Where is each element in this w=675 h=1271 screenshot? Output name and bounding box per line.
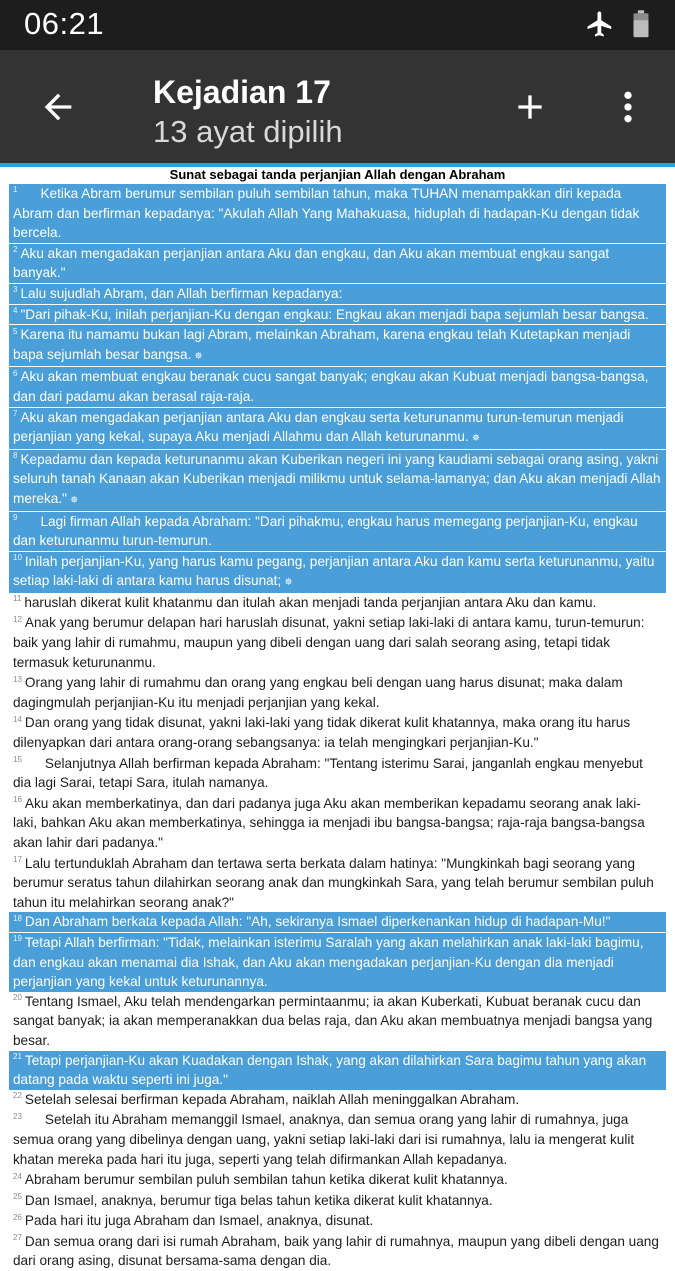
verse-2[interactable] — [9, 244, 666, 283]
verse-number: 7 — [13, 409, 18, 418]
verse-1[interactable] — [9, 184, 666, 243]
app-bar — [0, 50, 675, 163]
verse-text: Dan Abraham berkata kepada Allah: "Ah, sekiranya Ismael diperkenankan hidup di hadapan-Mu!" — [24, 914, 611, 930]
status-bar — [0, 0, 675, 50]
more-options-button[interactable] — [604, 85, 652, 133]
verse-number: 2 — [13, 245, 18, 255]
verse-24[interactable] — [9, 1170, 666, 1190]
verse-text: Selanjutnya Allah berfirman kepada Abraham: "Tentang isterimu Sarai, janganlah engkau menyebut dia lagi Sarai, tetapi Sara, itulah namanya. — [13, 755, 643, 791]
verse-number: 8 — [13, 451, 18, 461]
verse-number: 21 — [13, 1052, 22, 1061]
verse-15[interactable] — [9, 754, 666, 793]
verse-number: 14 — [13, 714, 22, 724]
verse-number: 20 — [13, 993, 22, 1003]
verse-number: 6 — [13, 368, 18, 378]
verse-number: 15 — [13, 755, 22, 765]
verse-text: Tentang Ismael, Aku telah mendengarkan permintaanmu; ia akan Kuberkati, Kubuat beranak cucu dan sangat banyak; ia akan memperanakkan dua belas raja, dan Aku akan membuatnya menjadi bangsa yang besar. — [13, 993, 653, 1048]
verse-number: 24 — [13, 1171, 22, 1181]
verse-4[interactable] — [9, 305, 666, 325]
verse-19[interactable] — [9, 933, 666, 992]
back-arrow-icon — [38, 87, 78, 132]
verse-17[interactable] — [9, 854, 666, 913]
page-title: Kejadian 17 — [153, 74, 331, 110]
verse-5[interactable] — [9, 325, 666, 366]
verse-text: Orang yang lahir di rumahmu dan orang yang engkau beli dengan uang harus disunat; maka dalam dagingmulah perjanjian-Ku itu menjadi perjanjian yang kekal. — [13, 675, 623, 710]
verse-25[interactable] — [9, 1191, 666, 1211]
more-vert-icon — [608, 87, 648, 132]
verse-text: Aku akan mengadakan perjanjian antara Aku dan engkau, dan Aku akan membuat engkau sangat banyak." — [13, 245, 610, 281]
verse-number: 5 — [13, 326, 18, 336]
verse-number: 18 — [13, 913, 22, 923]
verse-number: 26 — [13, 1212, 22, 1222]
verse-number: 23 — [13, 1111, 22, 1121]
verse-text: Setelah selesai berfirman kepada Abraham, naiklah Allah meninggalkan Abraham. — [24, 1091, 520, 1107]
verse-text: Ketika Abram berumur sembilan puluh sembilan tahun, maka TUHAN menampakkan diri kepada Abram dan berfirman kepadanya: "Akulah Allah Yang Mahakuasa, hiduplah di hadapan-Ku dengan tidak bercela. — [13, 186, 640, 241]
verse-11[interactable] — [9, 593, 666, 613]
status-time: 06:21 — [24, 6, 105, 41]
verse-number: 9 — [13, 512, 18, 522]
verse-8[interactable] — [9, 450, 666, 511]
selection-count: 13 ayat dipilih — [153, 114, 343, 149]
verse-3[interactable] — [9, 284, 666, 304]
verse-text: Aku akan mengadakan perjanjian antara Aku dan engkau serta keturunanmu turun-temurun menjadi perjanjian yang kekal, supaya Aku menjadi Allahmu dan Allah keturunanmu. — [13, 409, 624, 445]
verse-21[interactable] — [9, 1051, 666, 1090]
verse-number: 10 — [13, 553, 22, 563]
verse-text: Kepadamu dan kepada keturunanmu akan Kuberikan negeri ini yang kaudiami sebagai orang asing, yakni seluruh tanah Kanaan akan Kuberikan menjadi milikmu untuk selama-lamanya; dan Aku akan menjadi Allah mereka." — [13, 451, 661, 506]
add-icon — [510, 87, 550, 132]
cross-reference-icon[interactable]: ✵ — [194, 350, 203, 362]
verse-text: Aku akan membuat engkau beranak cucu sangat banyak; engkau akan Kubuat menjadi bangsa-bangsa, dan dari padamu akan berasal raja-raja. — [13, 369, 649, 404]
verse-number: 17 — [13, 855, 22, 865]
verse-14[interactable] — [9, 713, 666, 752]
verse-27[interactable] — [9, 1232, 666, 1271]
verse-text: Abraham berumur sembilan puluh sembilan tahun ketika dikerat kulit khatannya. — [24, 1172, 508, 1188]
verse-text: Karena itu namamu bukan lagi Abram, melainkan Abraham, karena engkau telah Kutetapkan menjadi bapa sejumlah besar bangsa. — [13, 327, 631, 362]
verse-7[interactable] — [9, 408, 666, 449]
verse-text: haruslah dikerat kulit khatanmu dan itulah akan menjadi tanda perjanjian antara Aku dan kamu. — [24, 594, 597, 610]
verse-number: 25 — [13, 1192, 22, 1202]
verse-number: 13 — [13, 674, 22, 684]
verse-6[interactable] — [9, 367, 666, 406]
cross-reference-icon[interactable]: ✵ — [69, 494, 79, 506]
add-button[interactable] — [506, 85, 554, 133]
verse-number: 1 — [13, 185, 18, 195]
verse-number: 16 — [13, 795, 22, 805]
verse-13[interactable] — [9, 673, 666, 712]
verse-20[interactable] — [9, 992, 666, 1051]
verse-10[interactable] — [9, 552, 666, 593]
verse-number: 27 — [13, 1233, 22, 1243]
battery-icon — [631, 9, 651, 44]
verse-text: Lagi firman Allah kepada Abraham: "Dari pihakmu, engkau harus memegang perjanjian-Ku, engkau dan keturunanmu turun-temurun. — [13, 513, 638, 549]
verse-list — [0, 184, 675, 1271]
verse-16[interactable] — [9, 794, 666, 853]
verse-number: 11 — [13, 594, 22, 604]
verse-9[interactable] — [9, 512, 666, 551]
verse-text: Anak yang berumur delapan hari haruslah disunat, yakni setiap laki-laki di antara kamu, turun-temurun: baik yang lahir di rumahmu, maupun yang dibeli dengan uang dari salah seorang asing, tetapi tidak termasuk keturunanmu. — [13, 615, 645, 670]
verse-number: 12 — [13, 614, 22, 624]
verse-23[interactable] — [9, 1110, 666, 1169]
airplane-icon — [585, 9, 615, 44]
verse-text: Tetapi Allah berfirman: "Tidak, melainkan isterimu Saralah yang akan melahirkan anak laki-laki bagimu, dan engkau akan menamai dia Ishak, dan Aku akan mengadakan perjanjian-Ku dengan dia menjadi perjanjian yang kekal untuk keturunannya. — [13, 934, 644, 990]
verse-number: 19 — [13, 934, 22, 944]
section-heading: Sunat sebagai tanda perjanjian Allah dengan Abraham — [169, 167, 506, 182]
verse-text: Setelah itu Abraham memanggil Ismael, anaknya, dan semua orang yang lahir di rumahnya, juga semua orang yang dibelinya dengan uang, yakni setiap laki-laki dari isi rumahnya, lalu ia mengerat kulit khatan mereka pada hari itu juga, seperti yang telah difirmankan Allah kepadanya. — [13, 1112, 635, 1167]
cross-reference-icon[interactable]: ✵ — [471, 433, 481, 445]
cross-reference-icon[interactable]: ✵ — [284, 577, 293, 589]
verse-26[interactable] — [9, 1211, 666, 1231]
status-icons — [585, 9, 651, 44]
verse-22[interactable] — [9, 1090, 666, 1110]
verse-text: Dan semua orang dari isi rumah Abraham, baik yang lahir di rumahnya, maupun yang dibeli dengan uang dari orang asing, disunat bersama-sama dengan dia. — [13, 1233, 659, 1269]
chapter-content[interactable] — [0, 167, 675, 1269]
verse-text: Pada hari itu juga Abraham dan Ismael, anaknya, disunat. — [24, 1213, 374, 1229]
back-button[interactable] — [34, 85, 82, 133]
verse-number: 4 — [13, 306, 18, 316]
verse-number: 22 — [13, 1091, 22, 1101]
verse-18[interactable] — [9, 912, 666, 932]
verse-number: 3 — [13, 285, 18, 295]
verse-text: Lalu sujudlah Abram, dan Allah berfirman kepadanya: — [20, 285, 343, 301]
verse-text: Inilah perjanjian-Ku, yang harus kamu pegang, perjanjian antara Aku dan kamu serta keturunanmu, yaitu setiap laki-laki di antara kamu harus disunat; — [13, 553, 655, 589]
verse-text: Dan Ismael, anaknya, berumur tiga belas tahun ketika dikerat kulit khatannya. — [24, 1192, 493, 1208]
verse-text: Tetapi perjanjian-Ku akan Kuadakan dengan Ishak, yang akan dilahirkan Sara bagimu tahun yang akan datang pada waktu seperti ini juga." — [13, 1052, 647, 1088]
verse-text: Lalu tertunduklah Abraham dan tertawa serta berkata dalam hatinya: "Mungkinkah bagi seorang yang berumur seratus tahun dilahirkan seorang anak dan mungkinkah Sara, yang telah berumur sembilan puluh tahun itu melahirkan seorang anak?" — [13, 855, 654, 910]
verse-text: "Dari pihak-Ku, inilah perjanjian-Ku dengan engkau: Engkau akan menjadi bapa sejumlah besar bangsa. — [20, 306, 649, 322]
verse-text: Dan orang yang tidak disunat, yakni laki-laki yang tidak dikerat kulit khatannya, maka orang itu harus dilenyapkan dari antara orang-orang sebangsanya: ia telah mengingkari perjanjian-Ku." — [13, 715, 631, 751]
verse-text: Aku akan memberkatinya, dan dari padanya juga Aku akan memberikan kepadamu seorang anak laki-laki, bahkan Aku akan memberkatinya, sehingga ia menjadi ibu bangsa-bangsa; raja-raja bangsa-bangsa akan lahir dari padanya." — [13, 795, 645, 850]
verse-12[interactable] — [9, 613, 666, 672]
